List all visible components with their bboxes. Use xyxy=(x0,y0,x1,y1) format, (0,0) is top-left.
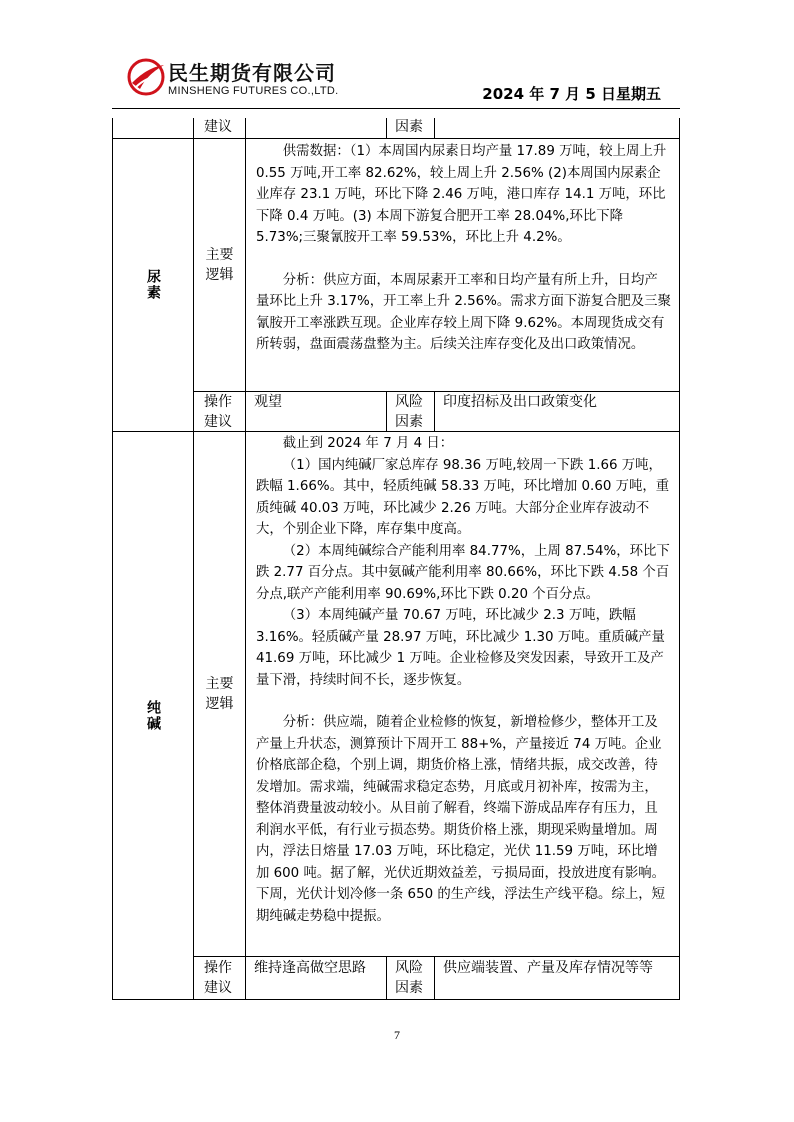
top-row-risk-value-cell xyxy=(434,118,680,139)
top-row-risk-label-cell xyxy=(386,118,435,139)
soda-capacity-text: （2）本周纯碱综合产能利用率 84.77%，上周 87.54%，环比下跌 2.77 百分点。其中氨碱产能利用率 80.66%，环比下跌 4.58 个百分点,联产产能利用率 90.69%,环比下跌 0.20 个百分点。 xyxy=(256,543,670,602)
top-row-op-value-cell xyxy=(245,118,387,139)
urea-op-label: 操作建议 xyxy=(204,394,232,430)
urea-risk-value-cell xyxy=(434,391,680,432)
urea-op-label-cell xyxy=(193,391,246,432)
soda-inventory-text: （1）国内纯碱厂家总库存 98.36 万吨,较周一下跌 1.66 万吨，跌幅 1.66%。其中，轻质纯碱 58.33 万吨，环比增加 0.60 万吨，重质纯碱 40.03 万吨，环比减少 2.26 万吨。大部分企业库存波动不大，个别企业下降，库存集中度高。 xyxy=(256,457,670,537)
urea-risk-label-cell xyxy=(386,391,435,432)
soda-risk-value: 供应端装置、产量及库存情况等等 xyxy=(443,960,653,976)
top-row-risk-label: 因素 xyxy=(395,119,423,135)
soda-op-label: 操作建议 xyxy=(204,960,232,996)
soda-output-text: （3）本周纯碱产量 70.67 万吨，环比减少 2.3 万吨，跌幅 3.16%。轻质碱产量 28.97 万吨，环比减少 1.30 万吨。重质碱产量 41.69 万吨，环比减少 1 万吨。企业检修及突发因素，导致开工及产量下滑，持续时间不长，逐步恢复。 xyxy=(256,608,665,688)
company-logo xyxy=(124,55,364,103)
soda-op-label-cell xyxy=(193,956,246,1000)
urea-logic-content-cell xyxy=(245,138,680,392)
soda-logic-content-cell xyxy=(245,431,680,957)
header-divider xyxy=(112,108,680,109)
soda-intro-text: 截止到 2024 年 7 月 4 日： xyxy=(282,436,454,451)
urea-category-label: 尿素 xyxy=(145,269,161,301)
soda-logic-label: 主要逻辑 xyxy=(205,676,234,712)
soda-category-cell xyxy=(112,431,194,1000)
logo-chinese-name: 民生期货有限公司 xyxy=(168,61,336,85)
urea-logic-label-cell xyxy=(193,138,246,392)
soda-category-label: 纯碱 xyxy=(145,699,161,732)
logo-english-name: MINSHENG FUTURES CO.,LTD. xyxy=(168,85,339,97)
urea-analysis-text: 分析：供应方面，本周尿素开工率和日均产量有所上升，日均产量环比上升 3.17%，开工率上升 2.56%。需求方面下游复合肥及三聚氰胺开工率涨跌互现。企业库存较上周下降 9.62%。本周现货成交有所转弱，盘面震荡盘整为主。后续关注库存变化及出口政策情况。 xyxy=(256,272,671,352)
soda-op-value-cell xyxy=(245,956,387,1000)
strategy-table xyxy=(112,118,680,1000)
page-number: 7 xyxy=(394,1028,400,1042)
top-row-label-cell xyxy=(193,118,246,139)
soda-risk-value-cell xyxy=(434,956,680,1000)
soda-risk-label-cell xyxy=(386,956,435,1000)
top-row-label: 建议 xyxy=(204,119,232,135)
urea-supply-demand-text: 供需数据：（1）本周国内尿素日均产量 17.89 万吨，较上周上升 0.55 万吨,开工率 82.62%，较上周上升 2.56% (2)本周国内尿素企业库存 23.1 万吨，环比下降 2.46 万吨，港口库存 14.1 万吨，环比下降 0.4 万吨。(3) 本周下游复合肥开工率 28.04%,环比下降 5.73%;三聚氰胺开工率 59.53%，环比上升 4.2%。 xyxy=(256,144,667,245)
soda-logic-label-cell xyxy=(193,431,246,957)
top-row-category-cell xyxy=(112,118,194,139)
soda-risk-label: 风险因素 xyxy=(395,960,423,996)
report-date: 2024 年 7 月 5 日星期五 xyxy=(482,85,661,103)
soda-op-value: 维持逢高做空思路 xyxy=(254,960,366,976)
urea-category-cell xyxy=(112,138,194,432)
soda-analysis-text: 分析：供应端，随着企业检修的恢复，新增检修少，整体开工及产量上升状态，测算预计下周开工 88+%，产量接近 74 万吨。企业价格底部企稳，个别上调，期货价格上涨，情绪共振，成交改善，待发增加。需求端，纯碱需求稳定态势，月底或月初补库，按需为主，整体消费量波动较小。从目前了解看，终端下游成品库存有压力，且利润水平低，有行业亏损态势。期货价格上涨，期现采购量增加。周内，浮法日熔量 17.03 万吨，环比稳定，光伏 11.59 万吨，环比增加 600 吨。据了解，光伏近期效益差，亏损局面，投放进度有影响。下周，光伏计划冷修一条 650 的生产线，浮法生产线平稳。综上，短期纯碱走势稳中提振。 xyxy=(256,715,666,924)
urea-op-value: 观望 xyxy=(254,394,282,410)
urea-logic-label: 主要逻辑 xyxy=(205,247,234,283)
minsheng-logo-icon xyxy=(126,57,166,97)
urea-risk-value: 印度招标及出口政策变化 xyxy=(443,394,597,410)
urea-op-value-cell xyxy=(245,391,387,432)
urea-risk-label: 风险因素 xyxy=(395,394,423,430)
